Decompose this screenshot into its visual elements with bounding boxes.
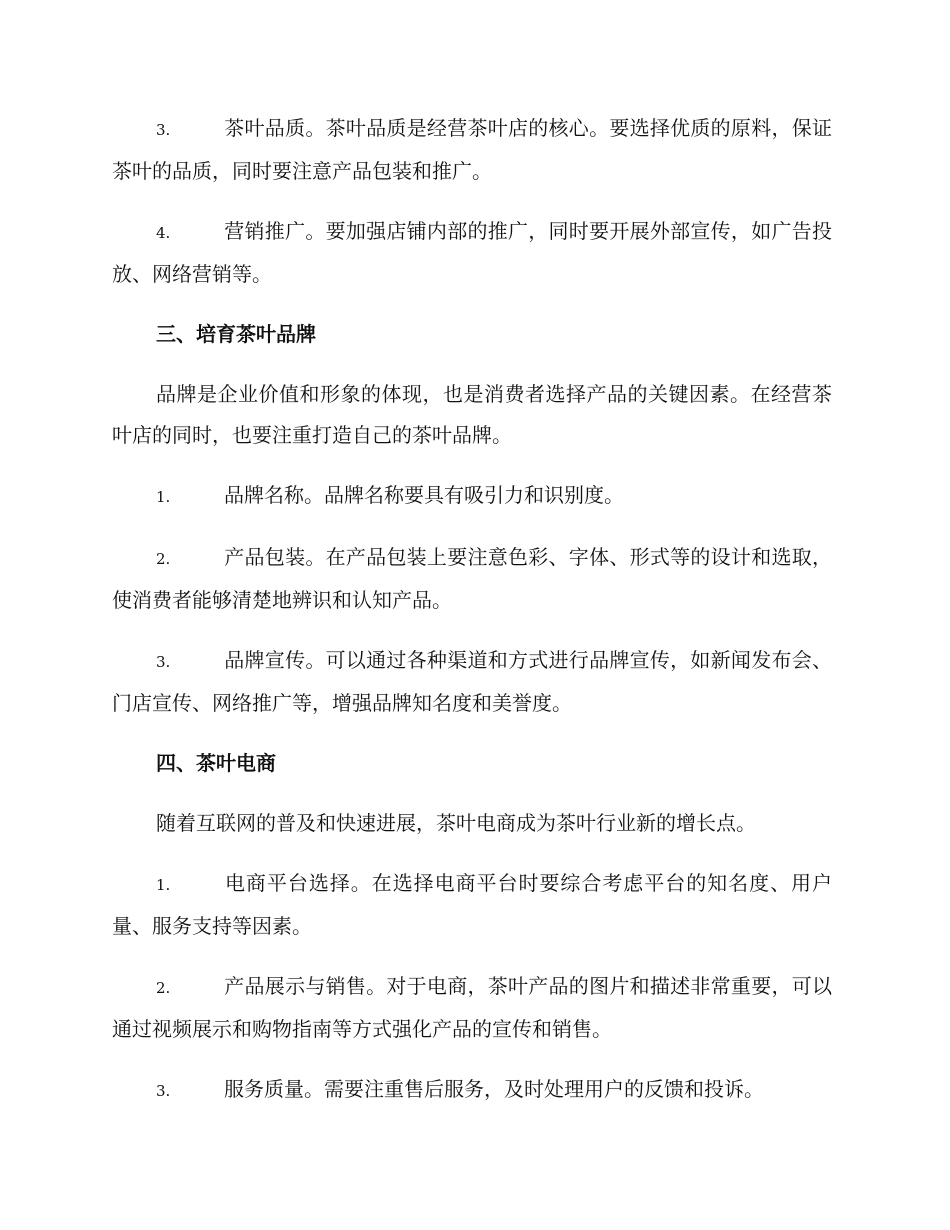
list-number: 2. (156, 550, 171, 568)
list-text: 品牌名称。品牌名称要具有吸引力和识别度。 (224, 483, 624, 507)
list-item (112, 537, 832, 621)
body-paragraph: 品牌是企业价值和形象的体现，也是消费者选择产品的关键因素。在经营茶叶店的同时，也要注重打造自己的茶叶品牌。 (112, 382, 832, 447)
section-heading: 四、茶叶电商 (156, 751, 276, 775)
list-number: 1. (156, 488, 171, 506)
list-text: 电商平台选择。在选择电商平台时要综合考虑平台的知名度、用户量、服务支持等因素。 (112, 871, 832, 938)
list-item (112, 211, 832, 295)
list-item (112, 640, 832, 724)
list-item (112, 475, 832, 518)
list-text: 茶叶品质。茶叶品质是经营茶叶店的核心。要选择优质的原料，保证茶叶的品质，同时要注意产品包装和推广。 (112, 116, 832, 183)
list-number: 3. (156, 121, 171, 139)
list-number: 2. (156, 979, 171, 997)
list-item (112, 863, 832, 947)
list-text: 产品包装。在产品包装上要注意色彩、字体、形式等的设计和选取，使消费者能够清楚地辨识和认知产品。 (112, 545, 832, 612)
list-item (112, 108, 832, 192)
list-number: 4. (156, 224, 171, 242)
list-number: 1. (156, 876, 171, 894)
list-text: 营销推广。要加强店铺内部的推广，同时要开展外部宣传，如广告投放、网络营销等。 (112, 219, 832, 286)
list-item (112, 1069, 832, 1112)
list-text: 服务质量。需要注重售后服务，及时处理用户的反馈和投诉。 (224, 1077, 764, 1101)
list-number: 3. (156, 653, 171, 671)
list-number: 3. (156, 1082, 171, 1100)
list-text: 产品展示与销售。对于电商，茶叶产品的图片和描述非常重要，可以通过视频展示和购物指南等方式强化产品的宣传和销售。 (112, 974, 832, 1041)
list-text: 品牌宣传。可以通过各种渠道和方式进行品牌宣传，如新闻发布会、门店宣传、网络推广等，增强品牌知名度和美誉度。 (112, 648, 832, 715)
document-page (112, 108, 832, 1131)
body-paragraph: 随着互联网的普及和快速进展，茶叶电商成为茶叶行业新的增长点。 (156, 811, 756, 835)
list-item (112, 966, 832, 1050)
section-heading: 三、培育茶叶品牌 (156, 322, 316, 346)
